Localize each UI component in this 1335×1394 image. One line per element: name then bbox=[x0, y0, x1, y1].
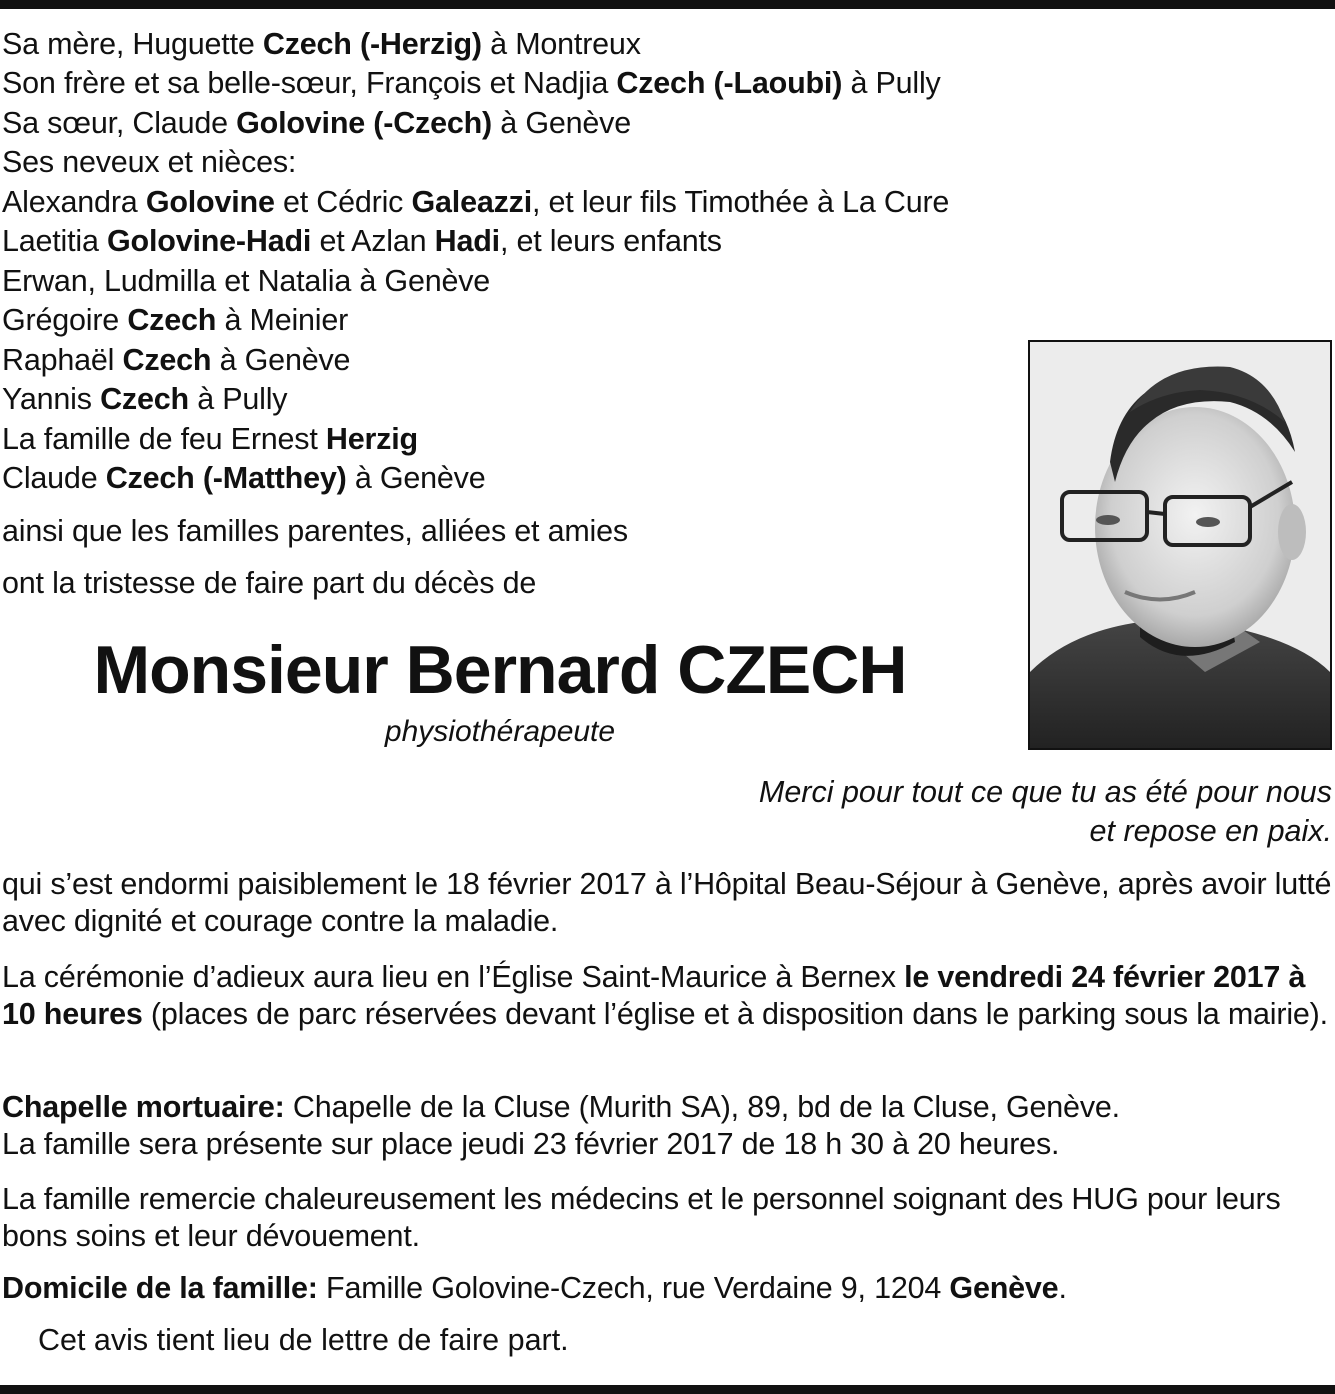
portrait-photo bbox=[1028, 340, 1332, 750]
memorial-quote bbox=[759, 773, 1332, 851]
family-line: Erwan, Ludmilla et Natalia à Genève bbox=[2, 264, 491, 298]
family-line: Sa sœur, Claude Golovine (-Czech) à Genève bbox=[2, 106, 631, 140]
family-line: Yannis Czech à Pully bbox=[2, 382, 288, 416]
chapel-label: Chapelle mortuaire: bbox=[2, 1090, 285, 1124]
domicile-label: Domicile de la famille: bbox=[2, 1271, 318, 1305]
deceased-name: Monsieur Bernard CZECH bbox=[93, 632, 907, 708]
closing-note: Cet avis tient lieu de lettre de faire part. bbox=[38, 1323, 569, 1357]
family-line: Sa mère, Huguette Czech (-Herzig) à Montreux bbox=[2, 27, 641, 61]
bottom-rule bbox=[0, 1385, 1335, 1394]
family-line: Claude Czech (-Matthey) à Genève bbox=[2, 461, 486, 495]
family-line: Raphaël Czech à Genève bbox=[2, 343, 351, 377]
family-line: La famille de feu Ernest Herzig bbox=[2, 422, 418, 456]
quote-line: et repose en paix. bbox=[1089, 814, 1332, 848]
intro-line: ont la tristesse de faire part du décès de bbox=[2, 566, 537, 600]
family-line: Son frère et sa belle-sœur, François et Nadjia Czech (-Laoubi) à Pully bbox=[2, 66, 941, 100]
portrait-image bbox=[1030, 342, 1330, 748]
domicile-paragraph: Domicile de la famille: Famille Golovine-Czech, rue Verdaine 9, 1204 Genève. bbox=[2, 1271, 1067, 1305]
thanks-paragraph: La famille remercie chaleureusement les médecins et le personnel soignant des HUG pour leurs bons soins et leur dévouement. bbox=[2, 1182, 1281, 1253]
family-line: Laetitia Golovine-Hadi et Azlan Hadi, et leurs enfants bbox=[2, 224, 722, 258]
death-notice-text: qui s’est endormi paisiblement le 18 février 2017 à l’Hôpital Beau-Séjour à Genève, après avoir lutté avec dignité et courage contre la maladie. bbox=[2, 867, 1332, 938]
top-rule bbox=[0, 0, 1335, 9]
family-line: Grégoire Czech à Meinier bbox=[2, 303, 349, 337]
intro-line: ainsi que les familles parentes, alliées et amies bbox=[2, 514, 628, 548]
chapel-paragraph: Chapelle mortuaire: Chapelle de la Cluse (Murith SA), 89, bd de la Cluse, Genève. La famille sera présente sur place jeudi 23 février 2017 de 18 h 30 à 20 heures. bbox=[2, 1090, 1120, 1161]
profession: physiothérapeute bbox=[384, 715, 616, 748]
family-line: Alexandra Golovine et Cédric Galeazzi, et leur fils Timothée à La Cure bbox=[2, 185, 950, 219]
quote-line: Merci pour tout ce que tu as été pour nous bbox=[758, 775, 1332, 809]
ceremony-paragraph: La cérémonie d’adieux aura lieu en l’Église Saint-Maurice à Bernex le vendredi 24 février 2017 à 10 heures (places de parc réservées devant l’église et à disposition dans le parking sous la mairie). bbox=[2, 960, 1328, 1031]
family-line: Ses neveux et nièces: bbox=[2, 145, 297, 179]
